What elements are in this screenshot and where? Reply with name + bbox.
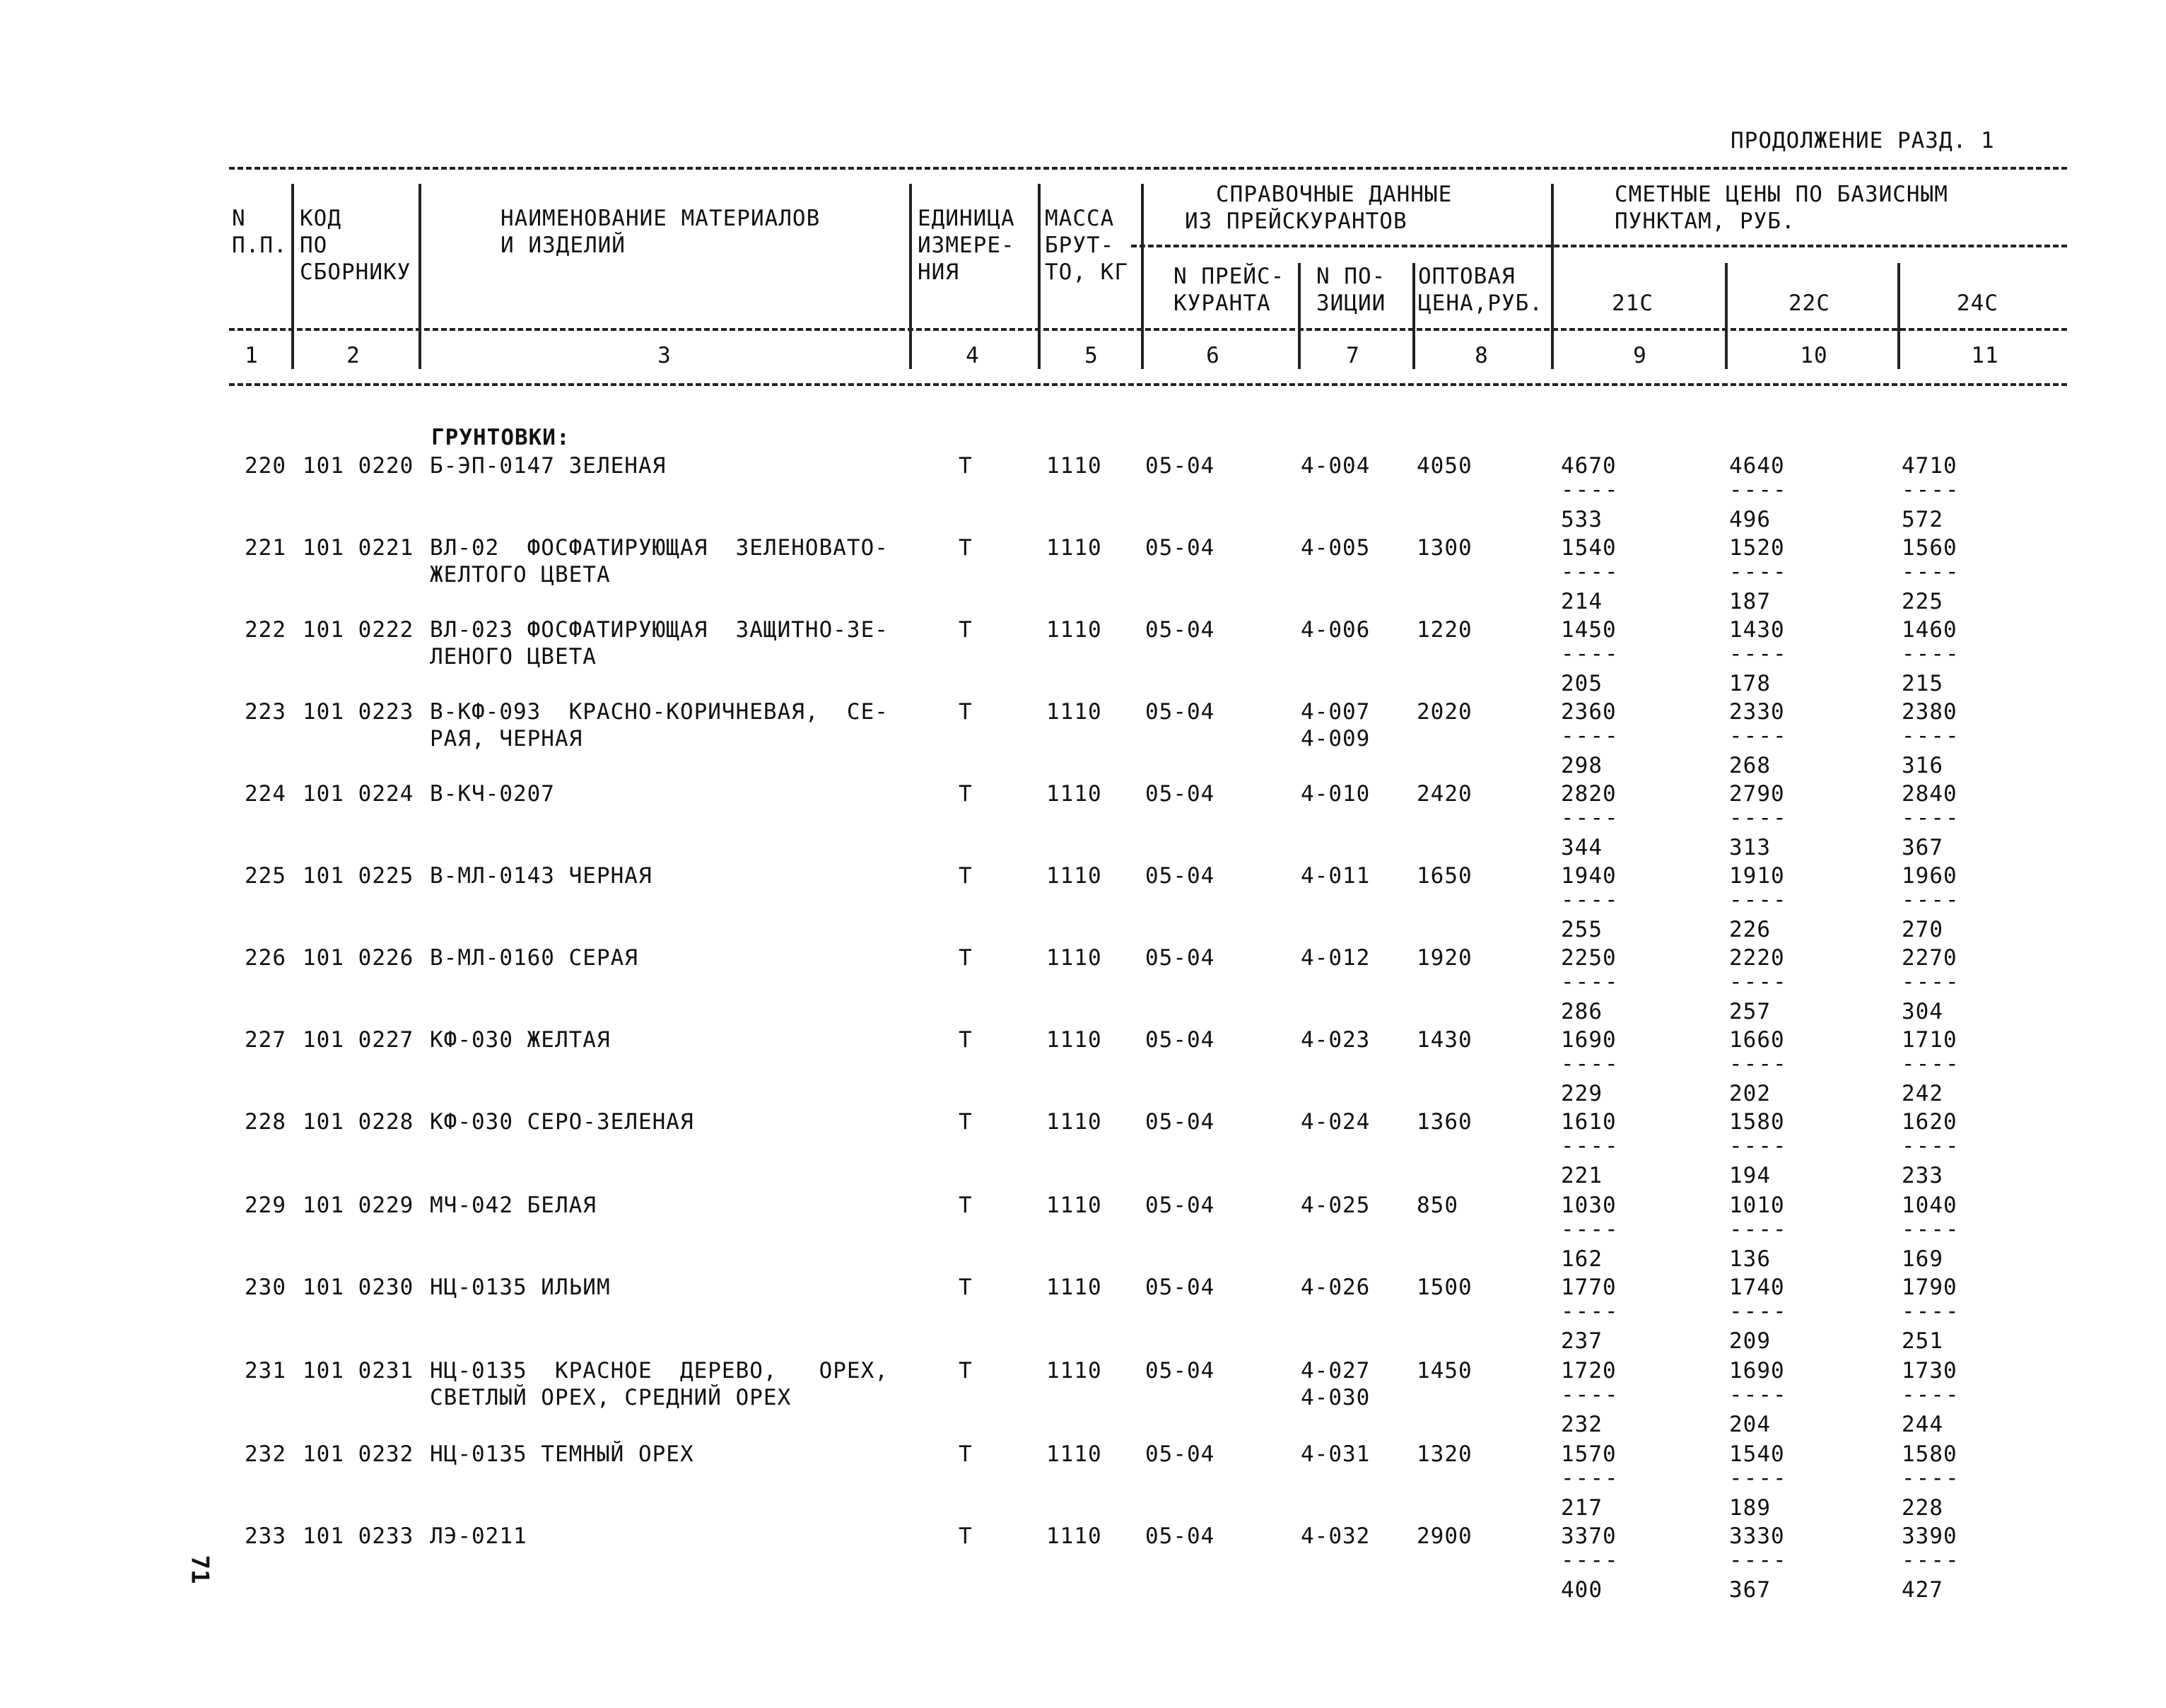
price-22c-lower: 178: [1729, 671, 1771, 696]
material-code: 101 0224: [303, 781, 414, 807]
material-name: ВЛ-023 ФОСФАТИРУЮЩАЯ ЗАЩИТНО-ЗЕ-: [430, 617, 889, 643]
price-21c-lower: 237: [1561, 1328, 1603, 1354]
price-separator: ----: [1729, 805, 1788, 831]
price-24c: 1790: [1902, 1275, 1957, 1300]
price-24c: 1620: [1902, 1109, 1957, 1135]
position-number: 4-023: [1301, 1027, 1371, 1053]
position-number: 4-005: [1301, 535, 1371, 561]
price-21c-lower: 229: [1561, 1081, 1603, 1106]
price-22c-lower: 189: [1729, 1495, 1771, 1521]
col-unit-header: ИЗМЕРЕ-: [918, 233, 1015, 258]
column-divider: [1038, 184, 1041, 369]
price-separator: ----: [1902, 1217, 1960, 1242]
column-number: 8: [1475, 343, 1489, 368]
material-code: 101 0228: [303, 1109, 414, 1135]
price-24c-lower: 367: [1902, 835, 1943, 860]
price-22c: 1690: [1729, 1358, 1785, 1384]
price-22c: 1520: [1729, 535, 1785, 561]
price-24c-lower: 233: [1902, 1163, 1943, 1188]
price-22c-lower: 496: [1729, 507, 1771, 532]
price-24c: 1580: [1902, 1441, 1957, 1467]
price-separator: ----: [1729, 1299, 1788, 1324]
material-code: 101 0220: [303, 453, 414, 479]
price-separator: ----: [1561, 1133, 1620, 1159]
price-21c-lower: 232: [1561, 1412, 1603, 1437]
price-21c: 1690: [1561, 1027, 1617, 1053]
price-list-number: 05-04: [1145, 781, 1215, 807]
price-21c-lower: 217: [1561, 1495, 1603, 1521]
price-list-number: 05-04: [1145, 1523, 1215, 1549]
unit: Т: [959, 1441, 973, 1467]
position-number: 4-030: [1301, 1385, 1371, 1410]
price-24c: 1730: [1902, 1358, 1957, 1384]
price-list-number: 05-04: [1145, 617, 1215, 643]
price-list-number: 05-04: [1145, 1358, 1215, 1384]
column-number: 5: [1084, 343, 1099, 368]
price-24c: 1560: [1902, 535, 1957, 561]
position-number: 4-024: [1301, 1109, 1371, 1135]
column-divider: [1141, 184, 1144, 369]
unit: Т: [959, 617, 973, 643]
material-name: ЛЕНОГО ЦВЕТА: [430, 644, 597, 669]
price-22c: 1910: [1729, 863, 1785, 889]
material-name: Б-ЭП-0147 ЗЕЛЕНАЯ: [430, 453, 667, 479]
position-number: 4-027: [1301, 1358, 1371, 1384]
row-number: 224: [245, 781, 286, 807]
price-separator: ----: [1561, 1217, 1620, 1242]
price-separator: ----: [1561, 1299, 1620, 1324]
unit: Т: [959, 945, 973, 971]
price-24c-lower: 169: [1902, 1246, 1943, 1272]
material-name: НЦ-0135 КРАСНОЕ ДЕРЕВО, ОРЕХ,: [430, 1358, 889, 1384]
price-separator: ----: [1729, 1217, 1788, 1242]
price-separator: ----: [1902, 887, 1960, 913]
price-21c-lower: 286: [1561, 999, 1603, 1024]
price-21c-lower: 298: [1561, 753, 1603, 778]
wholesale-price: 1430: [1417, 1027, 1473, 1053]
price-list-number: 05-04: [1145, 1441, 1215, 1467]
price-list-number: 05-04: [1145, 699, 1215, 725]
gross-mass: 1110: [1046, 1358, 1102, 1384]
continuation-note: ПРОДОЛЖЕНИЕ РАЗД. 1: [1731, 128, 1995, 153]
col-code-header: СБОРНИКУ: [300, 259, 411, 285]
price-24c-lower: 251: [1902, 1328, 1943, 1354]
price-24c-lower: 572: [1902, 507, 1943, 532]
wholesale-price: 1500: [1417, 1275, 1473, 1300]
col-name-header: НАИМЕНОВАНИЕ МАТЕРИАЛОВ: [500, 206, 821, 231]
price-22c: 1580: [1729, 1109, 1785, 1135]
price-24c: 2380: [1902, 699, 1957, 725]
price-24c-lower: 316: [1902, 753, 1943, 778]
unit: Т: [959, 1109, 973, 1135]
price-separator: ----: [1729, 1466, 1788, 1491]
price-separator: ----: [1561, 723, 1620, 749]
group-prices-header: СМЕТНЫЕ ЦЕНЫ ПО БАЗИСНЫМ: [1615, 182, 1948, 207]
wholesale-price: 1220: [1417, 617, 1473, 643]
price-24c: 1710: [1902, 1027, 1957, 1053]
row-number: 223: [245, 699, 286, 725]
price-24c: 1960: [1902, 863, 1957, 889]
header-top-rule: [229, 167, 2067, 170]
col-pos-header: ЗИЦИИ: [1316, 291, 1386, 316]
material-code: 101 0231: [303, 1358, 414, 1384]
material-code: 101 0226: [303, 945, 414, 971]
position-number: 4-004: [1301, 453, 1371, 479]
header-bottom-rule: [229, 383, 2067, 386]
unit: Т: [959, 781, 973, 807]
price-22c-lower: 226: [1729, 917, 1771, 942]
column-divider: [909, 184, 912, 369]
material-code: 101 0221: [303, 535, 414, 561]
price-separator: ----: [1729, 887, 1788, 913]
gross-mass: 1110: [1046, 1109, 1102, 1135]
unit: Т: [959, 535, 973, 561]
wholesale-price: 1320: [1417, 1441, 1473, 1467]
price-separator: ----: [1561, 477, 1620, 503]
material-name: В-КЧ-0207: [430, 781, 555, 807]
column-divider: [1298, 263, 1301, 369]
price-22c-lower: 187: [1729, 589, 1771, 614]
row-number: 228: [245, 1109, 286, 1135]
material-name: В-КФ-093 КРАСНО-КОРИЧНЕВАЯ, СЕ-: [430, 699, 889, 725]
price-separator: ----: [1902, 641, 1960, 667]
col-wholesale-header: ЦЕНА,РУБ.: [1418, 291, 1543, 316]
price-separator: ----: [1729, 1382, 1788, 1408]
column-number: 6: [1206, 343, 1220, 368]
price-separator: ----: [1902, 1133, 1960, 1159]
group-ref-header: СПРАВОЧНЫЕ ДАННЫЕ: [1216, 182, 1453, 207]
gross-mass: 1110: [1046, 535, 1102, 561]
col-unit-header: НИЯ: [918, 259, 959, 285]
row-number: 221: [245, 535, 286, 561]
price-22c: 1540: [1729, 1441, 1785, 1467]
gross-mass: 1110: [1046, 1193, 1102, 1218]
price-21c: 1030: [1561, 1193, 1617, 1218]
gross-mass: 1110: [1046, 781, 1102, 807]
price-separator: ----: [1902, 477, 1960, 503]
price-separator: ----: [1729, 723, 1788, 749]
price-22c: 2330: [1729, 699, 1785, 725]
material-name: СВЕТЛЫЙ ОРЕХ, СРЕДНИЙ ОРЕХ: [430, 1385, 792, 1410]
material-name: РАЯ, ЧЕРНАЯ: [430, 726, 583, 751]
material-name: В-МЛ-0160 СЕРАЯ: [430, 945, 638, 971]
price-separator: ----: [1902, 559, 1960, 585]
material-name: НЦ-0135 ТЕМНЫЙ ОРЕХ: [430, 1441, 694, 1467]
price-separator: ----: [1902, 1382, 1960, 1408]
price-24c: 1040: [1902, 1193, 1957, 1218]
price-24c-lower: 228: [1902, 1495, 1943, 1521]
material-code: 101 0233: [303, 1523, 414, 1549]
position-number: 4-006: [1301, 617, 1371, 643]
material-name: КФ-030 СЕРО-ЗЕЛЕНАЯ: [430, 1109, 694, 1135]
price-separator: ----: [1561, 559, 1620, 585]
unit: Т: [959, 1358, 973, 1384]
col-pricelist-header: КУРАНТА: [1173, 291, 1271, 316]
column-number: 3: [657, 343, 672, 368]
price-separator: ----: [1729, 559, 1788, 585]
price-22c: 1010: [1729, 1193, 1785, 1218]
col-mass-header: МАССА: [1045, 206, 1115, 231]
price-21c: 1570: [1561, 1441, 1617, 1467]
group-rule: [1131, 245, 2067, 247]
price-list-number: 05-04: [1145, 1027, 1215, 1053]
price-separator: ----: [1902, 1051, 1960, 1077]
price-list-number: 05-04: [1145, 1193, 1215, 1218]
group-prices-header: ПУНКТАМ, РУБ.: [1615, 209, 1796, 234]
price-24c-lower: 304: [1902, 999, 1943, 1024]
unit: Т: [959, 1523, 973, 1549]
col-name-header: И ИЗДЕЛИЙ: [500, 233, 626, 258]
column-number: 1: [245, 343, 259, 368]
unit: Т: [959, 1027, 973, 1053]
row-number: 230: [245, 1275, 286, 1300]
price-separator: ----: [1902, 1466, 1960, 1491]
section-title: ГРУНТОВКИ:: [431, 425, 570, 450]
material-name: НЦ-0135 ИЛЬИМ: [430, 1275, 611, 1300]
col-n-header: N: [232, 206, 246, 231]
wholesale-price: 2420: [1417, 781, 1473, 807]
col-code-header: КОД: [300, 206, 341, 231]
material-name: ВЛ-02 ФОСФАТИРУЮЩАЯ ЗЕЛЕНОВАТО-: [430, 535, 889, 561]
unit: Т: [959, 1193, 973, 1218]
price-separator: ----: [1561, 1051, 1620, 1077]
material-name: В-МЛ-0143 ЧЕРНАЯ: [430, 863, 652, 889]
material-code: 101 0232: [303, 1441, 414, 1467]
price-22c-lower: 367: [1729, 1577, 1771, 1603]
column-number: 11: [1971, 343, 1999, 368]
position-number: 4-011: [1301, 863, 1371, 889]
material-code: 101 0227: [303, 1027, 414, 1053]
price-24c-lower: 225: [1902, 589, 1943, 614]
price-separator: ----: [1902, 1299, 1960, 1324]
header-number-rule: [229, 328, 2067, 331]
price-separator: ----: [1729, 1133, 1788, 1159]
col-wholesale-header: ОПТОВАЯ: [1418, 264, 1516, 289]
price-separator: ----: [1729, 969, 1788, 995]
material-code: 101 0225: [303, 863, 414, 889]
material-code: 101 0222: [303, 617, 414, 643]
position-number: 4-007: [1301, 699, 1371, 725]
gross-mass: 1110: [1046, 1275, 1102, 1300]
price-21c-lower: 214: [1561, 589, 1603, 614]
position-number: 4-012: [1301, 945, 1371, 971]
gross-mass: 1110: [1046, 1027, 1102, 1053]
position-number: 4-009: [1301, 726, 1371, 751]
row-number: 226: [245, 945, 286, 971]
price-24c-lower: 244: [1902, 1412, 1943, 1437]
column-divider: [291, 184, 294, 369]
col-mass-header: ТО, КГ: [1045, 259, 1128, 285]
price-24c: 4710: [1902, 453, 1957, 479]
price-separator: ----: [1729, 1051, 1788, 1077]
row-number: 225: [245, 863, 286, 889]
position-number: 4-010: [1301, 781, 1371, 807]
col-pos-header: N ПО-: [1316, 264, 1386, 289]
wholesale-price: 1360: [1417, 1109, 1473, 1135]
price-21c: 1540: [1561, 535, 1617, 561]
material-name: КФ-030 ЖЕЛТАЯ: [430, 1027, 611, 1053]
price-22c-lower: 202: [1729, 1081, 1771, 1106]
gross-mass: 1110: [1046, 945, 1102, 971]
price-separator: ----: [1729, 641, 1788, 667]
wholesale-price: 1450: [1417, 1358, 1473, 1384]
col-n-header: П.П.: [232, 233, 288, 258]
column-divider: [1412, 263, 1415, 369]
wholesale-price: 4050: [1417, 453, 1473, 479]
material-code: 101 0223: [303, 699, 414, 725]
unit: Т: [959, 1275, 973, 1300]
wholesale-price: 1300: [1417, 535, 1473, 561]
price-21c: 4670: [1561, 453, 1617, 479]
price-21c: 1610: [1561, 1109, 1617, 1135]
price-22c-lower: 194: [1729, 1163, 1771, 1188]
price-22c: 1740: [1729, 1275, 1785, 1300]
price-24c-lower: 427: [1902, 1577, 1943, 1603]
price-24c-lower: 270: [1902, 917, 1943, 942]
col-code-header: ПО: [300, 233, 328, 258]
price-separator: ----: [1902, 723, 1960, 749]
price-separator: ----: [1729, 477, 1788, 503]
col-24c-header: 24С: [1957, 291, 1998, 316]
wholesale-price: 2020: [1417, 699, 1473, 725]
price-22c-lower: 204: [1729, 1412, 1771, 1437]
price-21c-lower: 205: [1561, 671, 1603, 696]
column-number: 10: [1800, 343, 1828, 368]
price-21c: 1770: [1561, 1275, 1617, 1300]
wholesale-price: 1920: [1417, 945, 1473, 971]
material-name: ЛЭ-0211: [430, 1523, 527, 1549]
column-divider: [418, 184, 421, 369]
price-24c: 2270: [1902, 945, 1957, 971]
price-24c-lower: 242: [1902, 1081, 1943, 1106]
price-list-number: 05-04: [1145, 535, 1215, 561]
price-22c-lower: 209: [1729, 1328, 1771, 1354]
position-number: 4-025: [1301, 1193, 1371, 1218]
col-pricelist-header: N ПРЕЙС-: [1173, 264, 1285, 289]
price-separator: ----: [1561, 805, 1620, 831]
col-21c-header: 21С: [1612, 291, 1653, 316]
column-number: 9: [1633, 343, 1647, 368]
column-divider: [1551, 184, 1554, 369]
col-unit-header: ЕДИНИЦА: [918, 206, 1015, 231]
column-number: 4: [966, 343, 980, 368]
row-number: 233: [245, 1523, 286, 1549]
row-number: 222: [245, 617, 286, 643]
price-list-number: 05-04: [1145, 1109, 1215, 1135]
price-separator: ----: [1561, 969, 1620, 995]
row-number: 231: [245, 1358, 286, 1384]
row-number: 232: [245, 1441, 286, 1467]
price-separator: ----: [1561, 1548, 1620, 1573]
price-22c-lower: 257: [1729, 999, 1771, 1024]
price-22c: 1660: [1729, 1027, 1785, 1053]
price-24c: 3390: [1902, 1523, 1957, 1549]
price-list-number: 05-04: [1145, 1275, 1215, 1300]
price-separator: ----: [1902, 1548, 1960, 1573]
price-22c: 1430: [1729, 617, 1785, 643]
column-divider: [1725, 263, 1728, 369]
position-number: 4-026: [1301, 1275, 1371, 1300]
price-22c: 4640: [1729, 453, 1785, 479]
price-list-number: 05-04: [1145, 945, 1215, 971]
price-24c-lower: 215: [1902, 671, 1943, 696]
gross-mass: 1110: [1046, 1523, 1102, 1549]
unit: Т: [959, 699, 973, 725]
price-22c: 2790: [1729, 781, 1785, 807]
position-number: 4-032: [1301, 1523, 1371, 1549]
material-name: ЖЕЛТОГО ЦВЕТА: [430, 562, 611, 587]
price-21c: 1450: [1561, 617, 1617, 643]
group-ref-header: ИЗ ПРЕЙСКУРАНТОВ: [1185, 209, 1407, 234]
price-21c-lower: 344: [1561, 835, 1603, 860]
unit: Т: [959, 453, 973, 479]
gross-mass: 1110: [1046, 617, 1102, 643]
price-21c: 1940: [1561, 863, 1617, 889]
material-name: МЧ-042 БЕЛАЯ: [430, 1193, 597, 1218]
column-divider: [1897, 263, 1900, 369]
price-22c-lower: 268: [1729, 753, 1771, 778]
col-mass-header: БРУТ-: [1045, 233, 1115, 258]
price-21c-lower: 162: [1561, 1246, 1603, 1272]
price-21c-lower: 533: [1561, 507, 1603, 532]
price-separator: ----: [1561, 641, 1620, 667]
price-21c-lower: 255: [1561, 917, 1603, 942]
material-code: 101 0230: [303, 1275, 414, 1300]
price-21c: 2250: [1561, 945, 1617, 971]
unit: Т: [959, 863, 973, 889]
price-list-number: 05-04: [1145, 453, 1215, 479]
price-22c: 2220: [1729, 945, 1785, 971]
price-21c: 3370: [1561, 1523, 1617, 1549]
price-separator: ----: [1561, 887, 1620, 913]
gross-mass: 1110: [1046, 453, 1102, 479]
price-separator: ----: [1561, 1466, 1620, 1491]
gross-mass: 1110: [1046, 1441, 1102, 1467]
price-21c-lower: 400: [1561, 1577, 1603, 1603]
page-number: 71: [185, 1555, 214, 1584]
col-22c-header: 22С: [1789, 291, 1830, 316]
wholesale-price: 1650: [1417, 863, 1473, 889]
price-24c: 1460: [1902, 617, 1957, 643]
price-separator: ----: [1729, 1548, 1788, 1573]
gross-mass: 1110: [1046, 863, 1102, 889]
position-number: 4-031: [1301, 1441, 1371, 1467]
price-21c-lower: 221: [1561, 1163, 1603, 1188]
price-24c: 2840: [1902, 781, 1957, 807]
column-number: 7: [1346, 343, 1360, 368]
price-separator: ----: [1561, 1382, 1620, 1408]
price-22c-lower: 313: [1729, 835, 1771, 860]
price-separator: ----: [1902, 969, 1960, 995]
price-separator: ----: [1902, 805, 1960, 831]
row-number: 229: [245, 1193, 286, 1218]
price-21c: 2820: [1561, 781, 1617, 807]
gross-mass: 1110: [1046, 699, 1102, 725]
row-number: 227: [245, 1027, 286, 1053]
row-number: 220: [245, 453, 286, 479]
column-number: 2: [346, 343, 361, 368]
price-list-number: 05-04: [1145, 863, 1215, 889]
material-code: 101 0229: [303, 1193, 414, 1218]
price-22c-lower: 136: [1729, 1246, 1771, 1272]
price-21c: 1720: [1561, 1358, 1617, 1384]
price-21c: 2360: [1561, 699, 1617, 725]
wholesale-price: 850: [1417, 1193, 1458, 1218]
wholesale-price: 2900: [1417, 1523, 1473, 1549]
price-22c: 3330: [1729, 1523, 1785, 1549]
